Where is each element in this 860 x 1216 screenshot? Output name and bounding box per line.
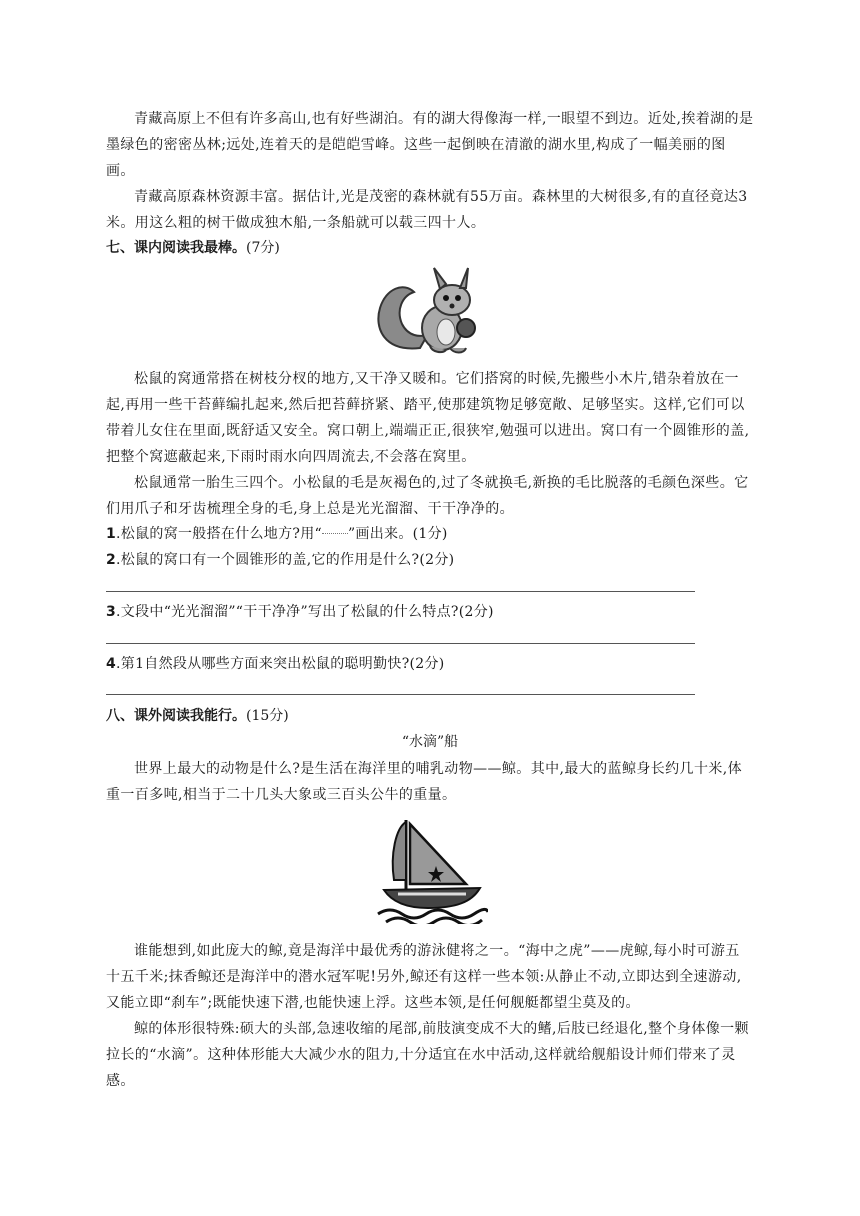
- section-8-heading: [106, 706, 289, 726]
- dotted-underline-mark: [322, 533, 348, 534]
- section-8-title: 八、课外阅读我能行。: [106, 708, 246, 724]
- section-8-paragraph-3: 鲸的体形很特殊:硕大的头部,急速收缩的尾部,前肢演变成不大的鳍,后肢已经退化,整个身体像一颗拉长的“水滴”。这种体形能大大减少水的阻力,十分适宜在水中活动,这样就给舰船设计师们带来了灵感。: [106, 1021, 749, 1089]
- squirrel-illustration: [372, 262, 490, 358]
- passage-paragraph-2: 青藏高原森林资源丰富。据估计,光是茂密的森林就有55万亩。森林里的大树很多,有的直径竟达3米。用这么粗的树干做成独木船,一条船就可以载三四十人。: [106, 189, 748, 231]
- question-3-number: 3: [106, 604, 117, 620]
- answer-line-3[interactable]: [106, 643, 695, 644]
- question-2: [106, 550, 454, 570]
- article-title: “水滴”船: [401, 734, 459, 750]
- section-7-paragraph-2: 松鼠通常一胎生三四个。小松鼠的毛是灰褐色的,过了冬就换毛,新换的毛比脱落的毛颜色深些。它们用爪子和牙齿梳理全身的毛,身上总是光光溜溜、干干净净的。: [106, 475, 749, 517]
- section-7-title: 七、课内阅读我最棒。: [106, 240, 246, 256]
- answer-line-2[interactable]: [106, 591, 695, 592]
- section-8-paragraph-2: 谁能想到,如此庞大的鲸,竟是海洋中最优秀的游泳健将之一。“海中之虎”——虎鲸,每小时可游五十五千米;抹香鲸还是海洋中的潜水冠军呢!另外,鲸还有这样一些本领:从静止不动,立即达到全速游动,又能立即“刹车”;既能快速下潜,也能快速上浮。这些本领,是任何舰艇都望尘莫及的。: [106, 943, 742, 1011]
- question-1-number: 1: [106, 526, 117, 542]
- question-3: [106, 602, 494, 622]
- section-7-paragraph-1: 松鼠的窝通常搭在树枝分杈的地方,又干净又暖和。它们搭窝的时候,先搬些小木片,错杂着放在一起,再用一些干苔藓编扎起来,然后把苔藓挤紧、踏平,使那建筑物足够宽敞、足够坚实。这样,它们可以带着儿女住在里面,既舒适又安全。窝口朝上,端端正正,很狭窄,勉强可以进出。窝口有一个圆锥形的盖,把整个窝遮蔽起来,下雨时雨水向四周流去,不会落在窝里。: [106, 371, 750, 465]
- question-2-number: 2: [106, 552, 117, 568]
- sailboat-illustration: [376, 814, 488, 924]
- section-7-score: (7分): [246, 240, 280, 256]
- question-4: [106, 654, 445, 674]
- question-2-text: .松鼠的窝口有一个圆锥形的盖,它的作用是什么?(2分): [116, 552, 455, 568]
- passage-paragraph-1: 青藏高原上不但有许多高山,也有好些湖泊。有的湖大得像海一样,一眼望不到边。近处,挨着湖的是墨绿色的密密丛林;远处,连着天的是皑皑雪峰。这些一起倒映在清澈的湖水里,构成了一幅美丽的图画。: [106, 111, 754, 179]
- question-1: [106, 524, 448, 544]
- question-3-text: .文段中“光光溜溜”“干干净净”写出了松鼠的什么特点?(2分): [116, 604, 494, 620]
- question-1-text-b: ”画出来。(1分): [347, 526, 448, 542]
- section-8-paragraph-1: 世界上最大的动物是什么?是生活在海洋里的哺乳动物——鲸。其中,最大的蓝鲸身长约几十米,体重一百多吨,相当于二十几头大象或三百头公牛的重量。: [106, 761, 743, 803]
- question-4-text: .第1自然段从哪些方面来突出松鼠的聪明勤快?(2分): [116, 656, 445, 672]
- question-4-number: 4: [106, 656, 117, 672]
- question-1-text-a: .松鼠的窝一般搭在什么地方?用“: [116, 526, 322, 542]
- section-7-heading: [106, 238, 280, 258]
- answer-line-4[interactable]: [106, 694, 695, 695]
- section-8-score: (15分): [246, 708, 289, 724]
